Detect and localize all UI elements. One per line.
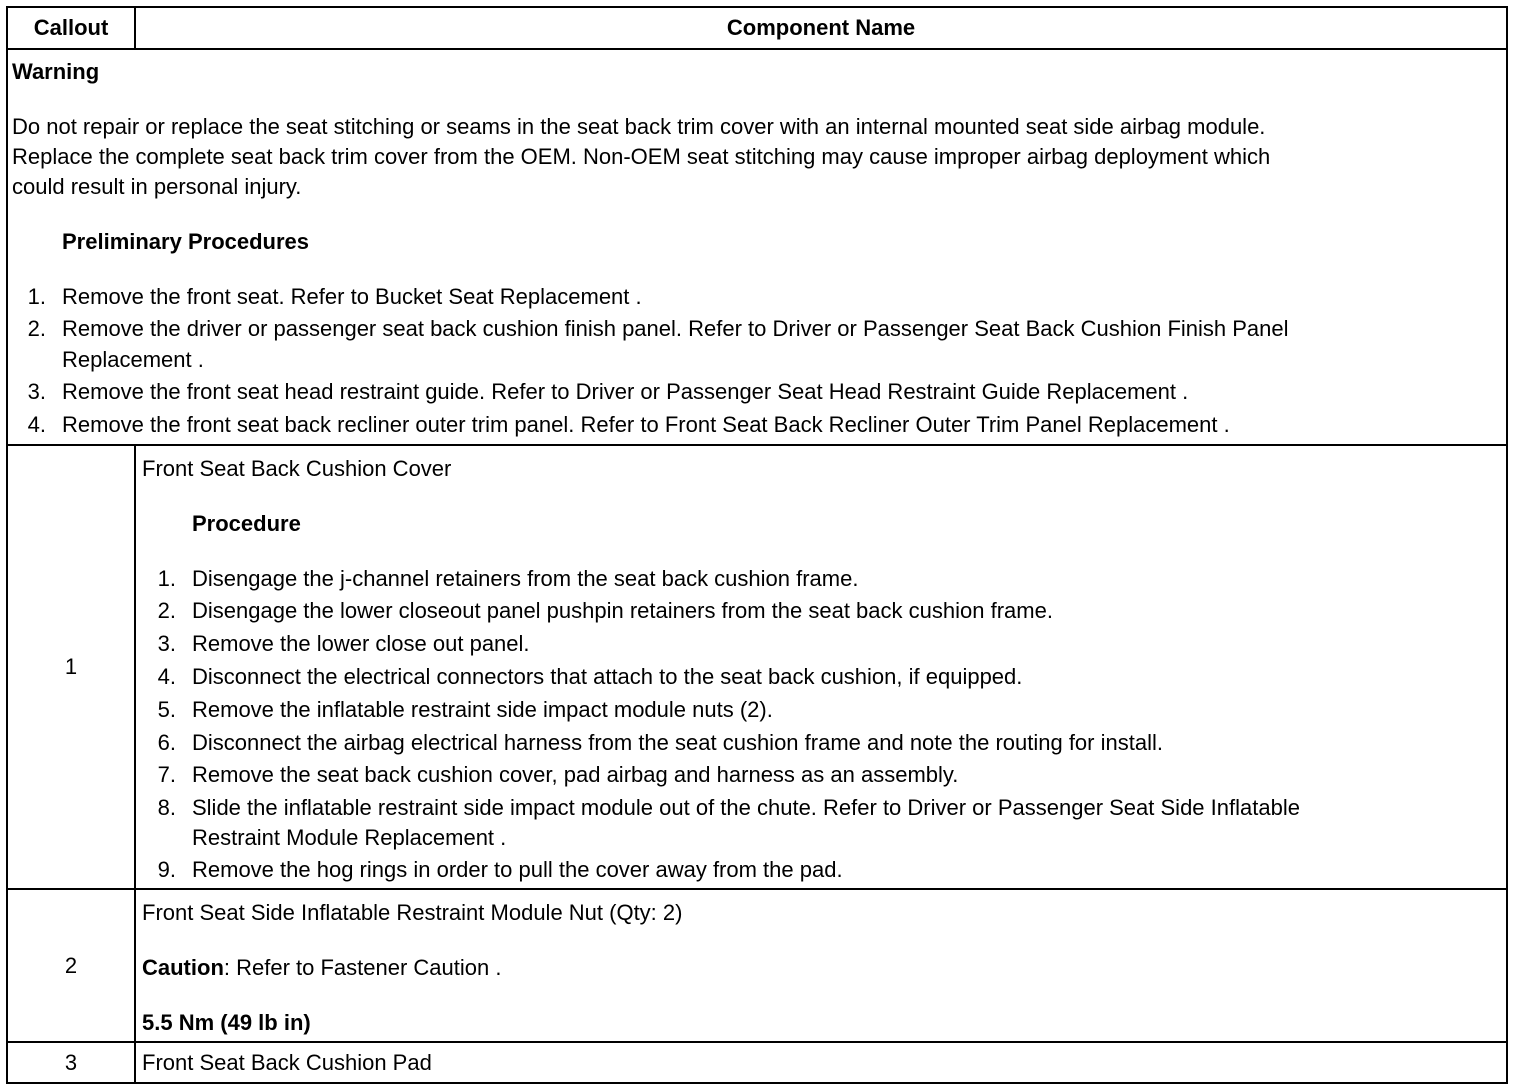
procedure-step: 4. Disconnect the electrical connectors that attach to the seat back cushion, if equipped. <box>157 664 1023 689</box>
component-cell <box>136 1043 1506 1082</box>
component-name-header: Component Name <box>726 15 916 40</box>
callout-cell: 3 <box>8 1043 136 1082</box>
table-header-row <box>8 8 1506 50</box>
component-name: Front Seat Side Inflatable Restraint Module Nut (Qty: 2) <box>142 900 683 925</box>
warning-text-line: Do not repair or replace the seat stitching or seams in the seat back trim cover with an internal mounted seat side airbag module. <box>12 114 1266 139</box>
warning-cell <box>8 50 1506 444</box>
component-name: Front Seat Back Cushion Cover <box>142 456 452 481</box>
prelim-step: 1. Remove the front seat. Refer to Bucket Seat Replacement . <box>27 284 642 309</box>
callout-header: Callout <box>8 8 136 48</box>
table-row <box>8 1043 1506 1082</box>
preliminary-procedures-title: Preliminary Procedures <box>62 229 310 254</box>
procedure-step: 3. Remove the lower close out panel. <box>157 631 530 656</box>
prelim-step: 4. Remove the front seat back recliner outer trim panel. Refer to Front Seat Back Recliner Outer Trim Panel Replacement . <box>27 412 1230 437</box>
warning-row <box>8 50 1506 446</box>
table-row <box>8 890 1506 1043</box>
procedure-title: Procedure <box>192 511 301 536</box>
procedure-step: 2. Disengage the lower closeout panel pushpin retainers from the seat back cushion frame. <box>157 598 1053 623</box>
prelim-step: 3. Remove the front seat head restraint guide. Refer to Driver or Passenger Seat Head Restraint Guide Replacement . <box>27 379 1189 404</box>
caution-note: Caution: Refer to Fastener Caution . <box>142 955 502 980</box>
procedure-step: 9. Remove the hog rings in order to pull the cover away from the pad. <box>157 857 843 882</box>
warning-text-line: could result in personal injury. <box>12 174 302 199</box>
table-row <box>8 446 1506 890</box>
component-name: Front Seat Back Cushion Pad <box>142 1050 432 1075</box>
procedure-step: 5. Remove the inflatable restraint side impact module nuts (2). <box>157 697 773 722</box>
component-cell <box>136 890 1506 1041</box>
component-table <box>6 6 1508 1084</box>
prelim-step-continuation: Replacement . <box>62 347 204 372</box>
warning-text-line: Replace the complete seat back trim cover from the OEM. Non-OEM seat stitching may cause improper airbag deployment which <box>12 144 1271 169</box>
component-cell <box>136 446 1506 888</box>
callout-cell: 1 <box>8 446 136 888</box>
procedure-step: 1. Disengage the j-channel retainers from the seat back cushion frame. <box>157 566 859 591</box>
procedure-step-continuation: Restraint Module Replacement . <box>192 825 507 850</box>
procedure-step: 7. Remove the seat back cushion cover, pad airbag and harness as an assembly. <box>157 762 959 787</box>
prelim-step: 2. Remove the driver or passenger seat back cushion finish panel. Refer to Driver or Passenger Seat Back Cushion Finish Panel <box>27 316 1289 341</box>
procedure-step: 6. Disconnect the airbag electrical harness from the seat cushion frame and note the routing for install. <box>157 730 1163 755</box>
torque-spec: 5.5 Nm (49 lb in) <box>142 1010 311 1035</box>
warning-title: Warning <box>12 59 100 84</box>
procedure-step: 8. Slide the inflatable restraint side impact module out of the chute. Refer to Driver or Passenger Seat Side Inflatable <box>157 795 1300 820</box>
callout-cell: 2 <box>8 890 136 1041</box>
